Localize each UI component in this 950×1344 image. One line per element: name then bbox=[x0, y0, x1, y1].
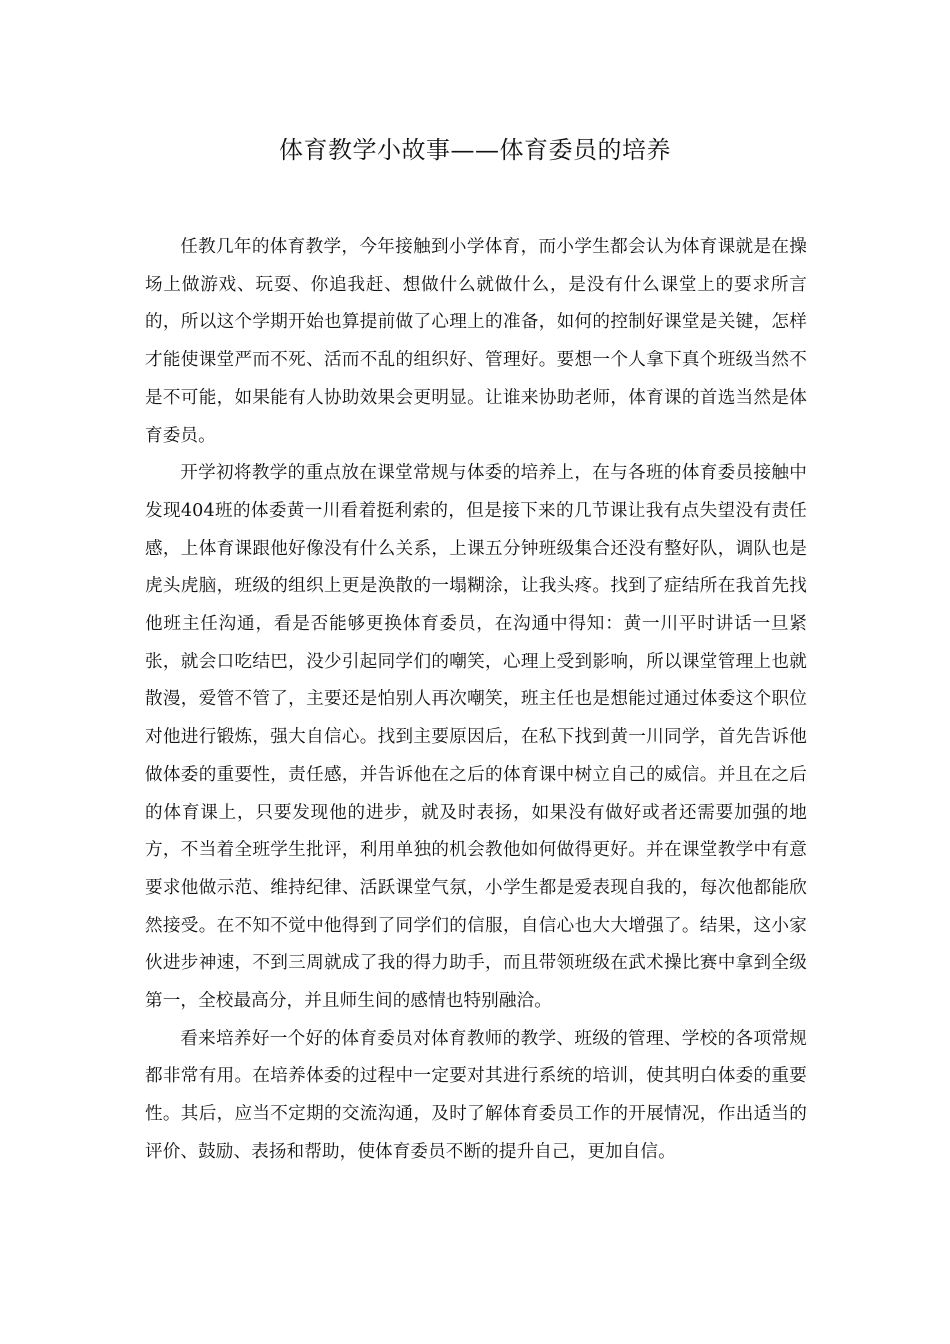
document-title: 体育教学小故事——体育委员的培养 bbox=[279, 136, 671, 164]
paragraph-1: 任教几年的体育教学，今年接触到小学体育，而小学生都会认为体育课就是在操场上做游戏、玩耍、你追我赶、想做什么就做什么，是没有什么课堂上的要求所言的，所以这个学期开始也算提前做了心理上的准备，如何的控制好课堂是关键，怎样才能使课堂严而不死、活而不乱的组织好、管理好。要想一个人拿下真个班级当然不是不可能，如果能有人协助效果会更明显。让谁来协助老师，体育课的首选当然是体育委员。 bbox=[145, 237, 807, 446]
paragraph-3: 看来培养好一个好的体育委员对体育教师的教学、班级的管理、学校的各项常规都非常有用。在培养体委的过程中一定要对其进行系统的培训，使其明白体委的重要性。其后，应当不定期的交流沟通，及时了解体育委员工作的开展情况，作出适当的评价、鼓励、表扬和帮助，使体育委员不断的提升自己，更加自信。 bbox=[145, 1028, 807, 1162]
paragraph-2: 开学初将教学的重点放在课堂常规与体委的培养上，在与各班的体育委员接触中发现404班的体委黄一川看着挺利索的，但是接下来的几节课让我有点失望没有责任感，上体育课跟他好像没有什么关系，上课五分钟班级集合还没有整好队，调队也是虎头虎脑，班级的组织上更是涣散的一塌糊涂，让我头疼。找到了症结所在我首先找他班主任沟通，看是否能够更换体育委员，在沟通中得知：黄一川平时讲话一旦紧张，就会口吃结巴，没少引起同学们的嘲笑，心理上受到影响，所以课堂管理上也就散漫，爱管不管了，主要还是怕别人再次嘲笑，班主任也是想能过通过体委这个职位对他进行锻炼，强大自信心。找到主要原因后，在私下找到黄一川同学，首先告诉他做体委的重要性，责任感，并告诉他在之后的体育课中树立自己的威信。并且在之后的体育课上，只要发现他的进步，就及时表扬，如果没有做好或者还需要加强的地方，不当着全班学生批评，利用单独的机会教他如何做得更好。并在课堂教学中有意要求他做示范、维持纪律、活跃课堂气氛，小学生都是爱表现自我的，每次他都能欣然接受。在不知不觉中他得到了同学们的信服，自信心也大大增强了。结果，这小家伙进步神速，不到三周就成了我的得力助手，而且带领班级在武术操比赛中拿到全级第一，全校最高分，并且师生间的感情也特别融洽。 bbox=[145, 463, 807, 1012]
document-body bbox=[145, 229, 807, 1172]
